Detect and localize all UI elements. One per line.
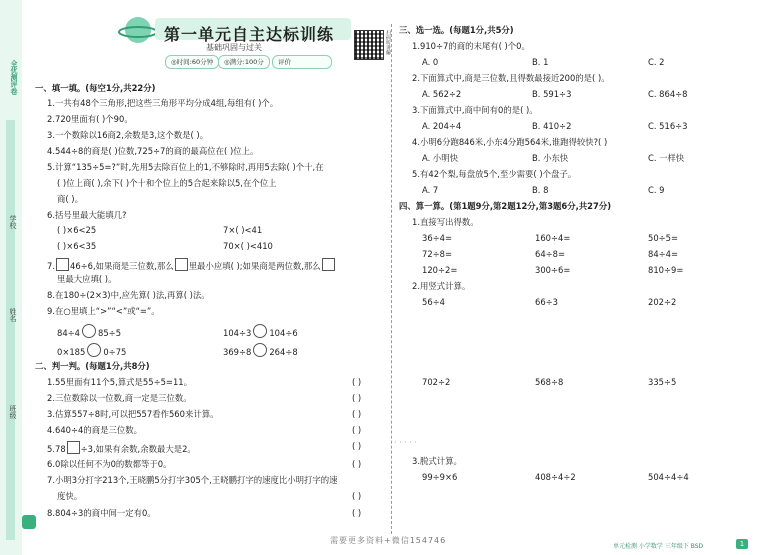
compare-circle [87,343,101,357]
choice-3-c[interactable]: C. 516÷3 [648,121,688,131]
compare-left: 0×185 [57,347,86,357]
fill-q6-c: ( )×6<35 [57,241,97,251]
blank-box [56,258,69,271]
binding-strip [6,120,15,540]
oral-3-3: 810÷9= [648,265,684,275]
judge-7-line2: 度快。 [57,491,83,501]
compare-right: 85÷5 [98,328,122,338]
judge-7-line1: 7.小明3分打字213个,王晓鹏5分打字305个,王晓鹏打字的速度比小明打字的速 [47,475,338,485]
choice-5-b[interactable]: B. 8 [532,185,549,195]
compare-left: 104÷3 [223,328,252,338]
footer-info: 单元检测 小学数学 三年级下 BSD [613,543,704,550]
calc-1-title: 1.直接写出得数。 [412,217,479,227]
calc-2-title: 2.用竖式计算。 [412,281,471,291]
judge-answer-6[interactable]: ( ) [352,459,362,469]
choice-4-b[interactable]: B. 小东快 [532,153,569,163]
mixed-3: 504÷4÷4 [648,472,689,482]
judge-6: 6.0除以任何不为0的数都等于0。 [47,459,172,469]
judge-answer-8[interactable]: ( ) [352,508,362,518]
section-choice: 三、选一选。(每题1分,共5分) [399,25,514,35]
oral-1-2: 160÷4= [535,233,571,243]
compare-b [223,324,298,338]
fill-q6-b: 7×( )<41 [223,225,263,235]
choice-2-b[interactable]: B. 591÷3 [532,89,572,99]
score-pill: ◎满分:100分 [218,55,270,69]
judge-5 [47,441,196,454]
judge-5-text: ÷3,如果有余数,余数最大是2。 [80,444,196,454]
planet-icon [118,10,158,50]
fill-q6: 6.括号里最大能填几? [47,210,127,220]
judge-answer-5[interactable]: ( ) [352,441,362,451]
vertical-4: 702÷2 [422,377,451,387]
judge-answer-7[interactable]: ( ) [352,491,362,501]
choice-1: 1.910÷7的商的末尾有( )个0。 [412,41,530,51]
fill-q5-line2: ( )位上商( ),余下( )个十和个位上的5合起来除以5,在个位上 [57,178,277,188]
compare-d [223,343,298,357]
compare-left: 84÷4 [57,328,81,338]
compare-circle [82,324,96,338]
judge-2: 2.三位数除以一位数,商一定是三位数。 [47,393,192,403]
name-label: 姓名 [9,308,17,322]
blank-box [322,258,335,271]
judge-8: 8.804÷3的商中间一定有0。 [47,508,156,518]
fill-q7-line2: 里最大应填( )。 [57,274,117,284]
compare-right: 104÷6 [269,328,298,338]
class-label: 班级 [9,405,17,419]
compare-a [57,324,121,338]
compare-circle [253,324,267,338]
compare-left: 369÷8 [223,347,252,357]
choice-3-a[interactable]: A. 204÷4 [422,121,462,131]
fill-q3: 3.一个数除以16商2,余数是3,这个数是( )。 [47,130,209,140]
oral-2-2: 64÷8= [535,249,566,259]
q7-text1: 46÷6,如果商是三位数,那么 [70,261,174,271]
eval-pill [272,55,332,69]
vertical-3: 202÷2 [648,297,677,307]
oral-1-1: 36÷4= [422,233,453,243]
judge-1: 1.55里面有11个5,算式是55÷5=11。 [47,377,192,387]
fill-q9: 9.在○里填上“>”“<”或“=”。 [47,306,160,316]
choice-2: 2.下面算式中,商是三位数,且得数最接近200的是( )。 [412,73,610,83]
judge-3: 3.估算557÷8时,可以把557看作560来计算。 [47,409,219,419]
judge-answer-3[interactable]: ( ) [352,409,362,419]
choice-4-c[interactable]: C. 一样快 [648,153,685,163]
section-calc: 四、算一算。(第1题9分,第2题12分,第3题6分,共27分) [399,201,612,211]
fill-q8: 8.在180÷(2×3)中,应先算( )法,再算( )法。 [47,290,210,300]
oral-1-3: 50÷5= [648,233,679,243]
fill-q6-a: ( )×6<25 [57,225,97,235]
choice-1-a[interactable]: A. 0 [422,57,439,67]
time-pill: ◎时间:60分钟 [165,55,219,69]
fill-q7-line1 [47,258,336,271]
oral-2-1: 72÷8= [422,249,453,259]
fill-q5-line1: 5.计算“135÷5=?”时,先用5去除百位上的1,不够除时,再用5去除( )个十,在 [47,162,324,172]
vertical-1: 56÷4 [422,297,446,307]
qr-note: 扫码听讲解 [385,30,391,55]
mixed-2: 408÷4÷2 [535,472,576,482]
page-number: 1 [736,539,748,549]
side-tag: 全优测评卷 [10,60,18,95]
compare-right: 0÷75 [103,347,127,357]
choice-1-b[interactable]: B. 1 [532,57,549,67]
compare-circle [253,343,267,357]
choice-5-c[interactable]: C. 9 [648,185,665,195]
vertical-5: 568÷8 [535,377,564,387]
column-divider [391,24,392,534]
fill-q2: 2.720里面有( )个90。 [47,114,133,124]
vertical-6: 335÷5 [648,377,677,387]
choice-1-c[interactable]: C. 2 [648,57,665,67]
section-judge: 二、判一判。(每题1分,共8分) [35,361,150,371]
page-subtitle: 基础巩固与过关 [206,43,262,52]
divider-dots: · · · · · [394,438,417,447]
judge-5-num: 5.78 [47,444,66,454]
choice-4-a[interactable]: A. 小明快 [422,153,459,163]
oral-3-1: 120÷2= [422,265,458,275]
choice-4: 4.小明6分跑846米,小东4分跑564米,谁跑得较快?( ) [412,137,608,147]
oral-3-2: 300÷6= [535,265,571,275]
mixed-1: 99÷9×6 [422,472,458,482]
choice-2-a[interactable]: A. 562÷2 [422,89,462,99]
fill-q1: 1.一共有48个三角形,把这些三角形平均分成4组,每组有( )个。 [47,98,279,108]
q7-num: 7. [47,261,55,271]
choice-5: 5.有42个梨,每盘放5个,至少需要( )个盘子。 [412,169,577,179]
compare-right: 264÷8 [269,347,298,357]
section-fill: 一、填一填。(每空1分,共22分) [35,83,156,93]
choice-2-c[interactable]: C. 864÷8 [648,89,688,99]
judge-answer-4[interactable]: ( ) [352,425,362,435]
calc-3-title: 3.脱式计算。 [412,456,462,466]
blank-box [175,258,188,271]
choice-3-b[interactable]: B. 410÷2 [532,121,572,131]
fill-q5-line3: 商( )。 [57,194,83,204]
choice-5-a[interactable]: A. 7 [422,185,439,195]
fill-q6-d: 70×( )<410 [223,241,273,251]
choice-3: 3.下面算式中,商中间有0的是( )。 [412,105,538,115]
judge-4: 4.640÷4的商是三位数。 [47,425,142,435]
corner-badge [22,515,36,529]
school-label: 学校 [9,215,17,229]
fill-q4: 4.544÷8的商是( )位数,725÷7的商的最高位在( )位上。 [47,146,259,156]
eval-label: 评价 [278,58,291,66]
compare-c [57,343,126,357]
footer-watermark: 需要更多资料+微信154746 [330,536,447,545]
page-title: 第一单元自主达标训练 [164,25,335,44]
judge-answer-2[interactable]: ( ) [352,393,362,403]
qr-code [354,30,384,60]
vertical-2: 66÷3 [535,297,559,307]
judge-answer-1[interactable]: ( ) [352,377,362,387]
q7-text2: 里最小应填( );如果商是两位数,那么 [188,261,321,271]
oral-2-3: 84÷4= [648,249,679,259]
blank-box [67,441,80,454]
